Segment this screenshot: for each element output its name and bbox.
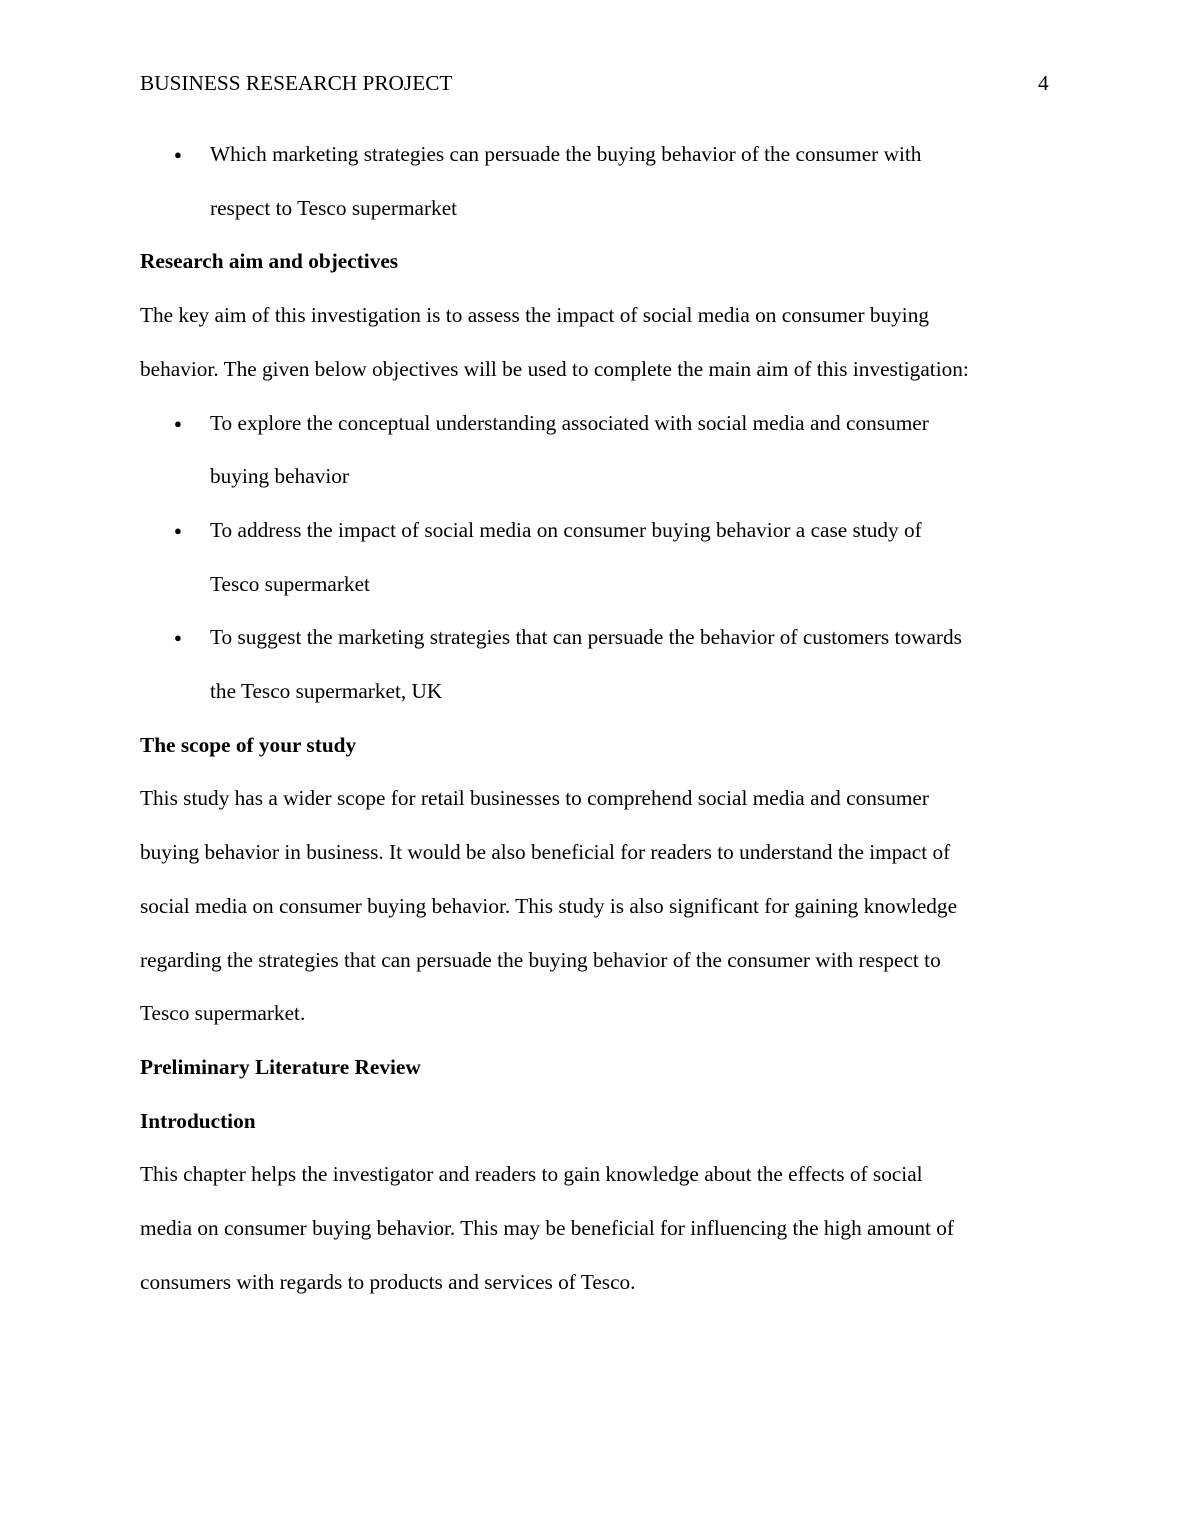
bullet-icon: ● <box>174 522 182 538</box>
list-item-text: buying behavior <box>210 464 349 489</box>
section-heading: The scope of your study <box>140 732 357 757</box>
body-text-line: This study has a wider scope for retail businesses to comprehend social media and consumer <box>140 786 929 811</box>
list-item-text: respect to Tesco supermarket <box>210 195 458 220</box>
page-number: 4 <box>1038 71 1049 95</box>
body-text-line: regarding the strategies that can persuade the buying behavior of the consumer with respect to <box>140 947 941 972</box>
list-item-text: Which marketing strategies can persuade the buying behavior of the consumer with <box>210 142 922 166</box>
list-item-text: Tesco supermarket <box>210 571 370 596</box>
bullet-icon: ● <box>174 630 182 646</box>
running-header: BUSINESS RESEARCH PROJECT <box>140 71 453 95</box>
body-text-line: Tesco supermarket. <box>140 1001 306 1026</box>
bullet-icon: ● <box>174 415 182 431</box>
body-text-line: buying behavior in business. It would be also beneficial for readers to understand the impact of <box>140 840 951 865</box>
body-text-line: social media on consumer buying behavior. This study is also significant for gaining knowledge <box>140 893 958 918</box>
body-text-line: The key aim of this investigation is to assess the impact of social media on consumer buying <box>140 303 930 328</box>
list-item-text: To suggest the marketing strategies that can persuade the behavior of customers towards <box>210 625 962 650</box>
body-text-line: This chapter helps the investigator and readers to gain knowledge about the effects of social <box>140 1162 923 1187</box>
list-item-text: To explore the conceptual understanding associated with social media and consumer <box>210 410 929 435</box>
body-text-line: media on consumer buying behavior. This may be beneficial for influencing the high amount of <box>140 1216 955 1240</box>
bullet-icon: ● <box>174 147 182 162</box>
list-item-text: the Tesco supermarket, UK <box>210 679 443 703</box>
body-text-line: behavior. The given below objectives will be used to complete the main aim of this investigation: <box>140 356 969 381</box>
list-item-text: To address the impact of social media on consumer buying behavior a case study of <box>210 517 922 542</box>
section-heading: Research aim and objectives <box>140 249 399 274</box>
body-text-line: consumers with regards to products and services of Tesco. <box>140 1269 636 1294</box>
section-heading: Preliminary Literature Review <box>140 1054 421 1079</box>
section-heading: Introduction <box>140 1108 256 1133</box>
